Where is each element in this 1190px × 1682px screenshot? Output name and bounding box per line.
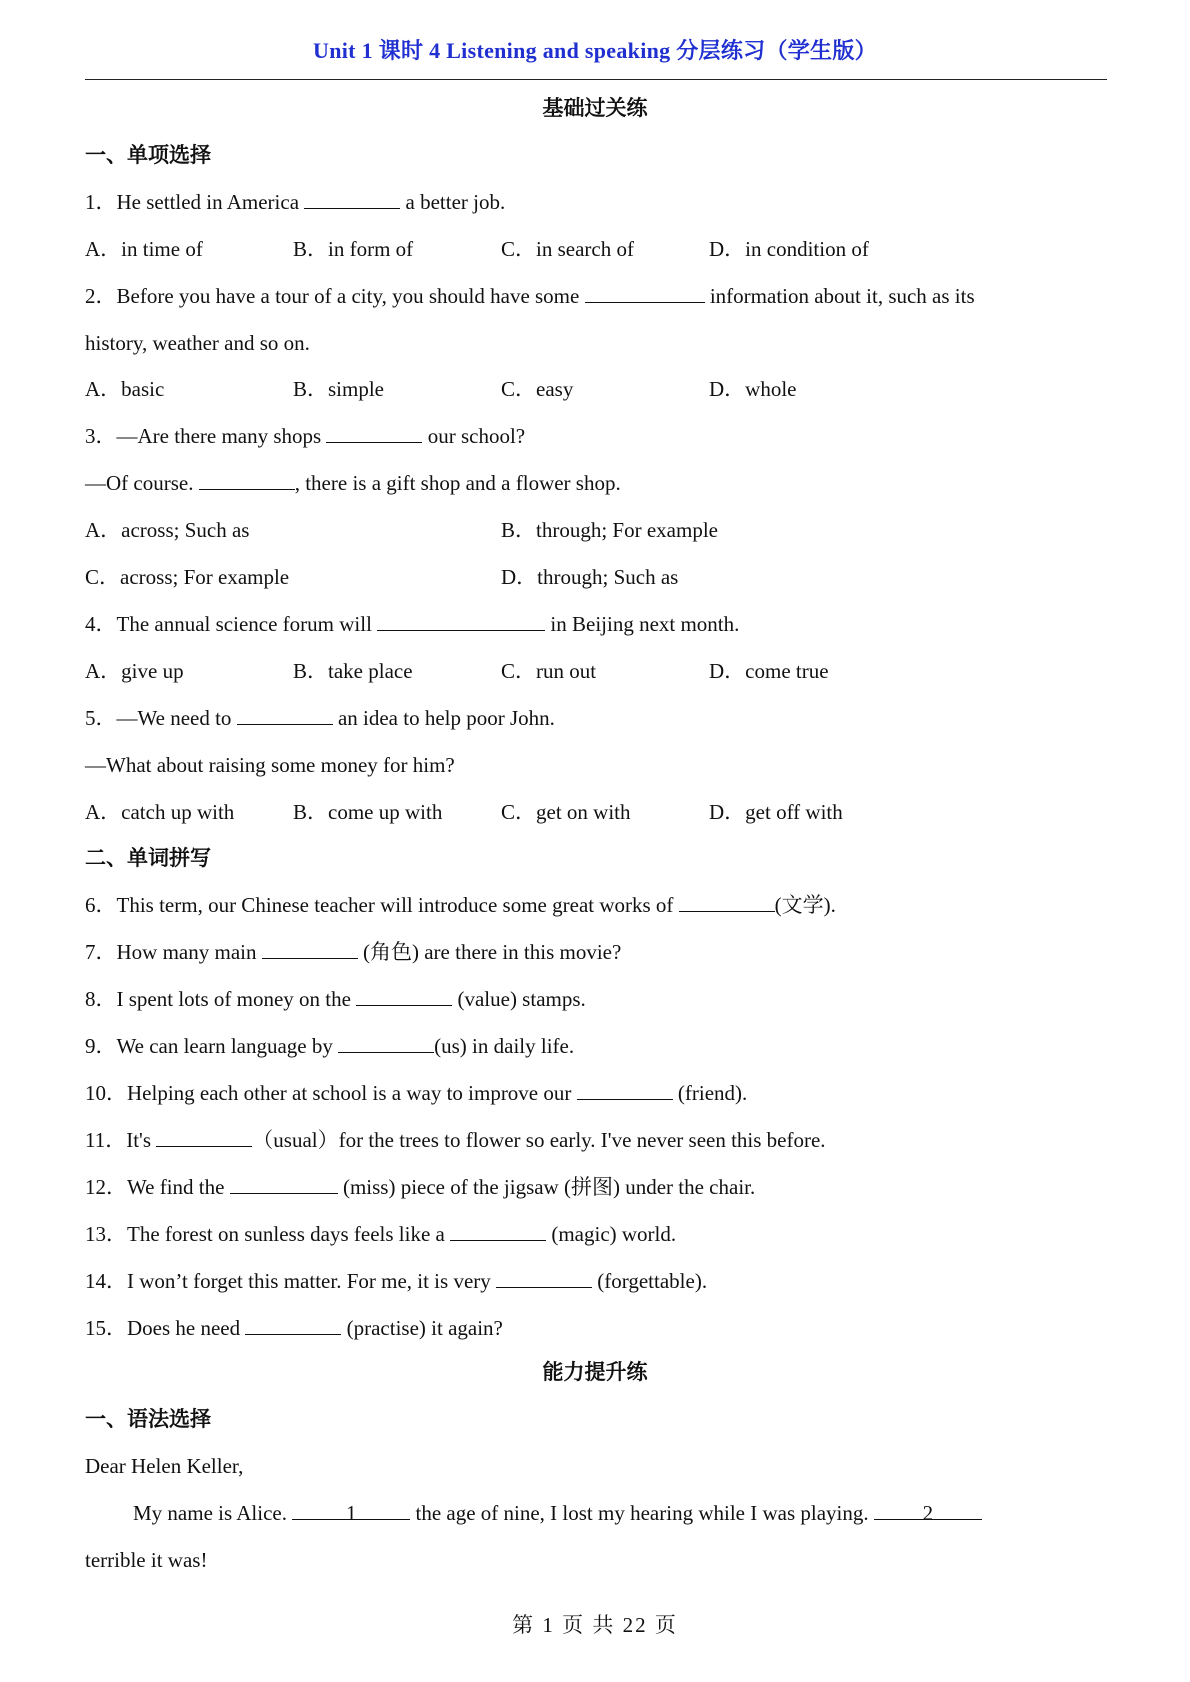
spelling-question-15 xyxy=(85,1314,503,1342)
spelling-text-a: 11．It's xyxy=(85,1128,157,1152)
question-2-line-2: history, weather and so on. xyxy=(85,331,310,355)
answer-blank-2[interactable]: 2 xyxy=(874,1499,982,1520)
option-d[interactable]: D．whole xyxy=(709,377,797,401)
spelling-text-b: (文学). xyxy=(774,893,836,917)
letter-greeting: Dear Helen Keller, xyxy=(85,1454,244,1478)
part-title-spelling: 二、单词拼写 xyxy=(85,846,211,870)
option-b[interactable]: B．through; For example xyxy=(501,518,718,542)
spelling-question-8 xyxy=(85,985,586,1013)
spelling-text-a: 12．We find the xyxy=(85,1175,230,1199)
question-4-text-b: in Beijing next month. xyxy=(545,612,740,636)
spelling-text-b: (forgettable). xyxy=(592,1269,708,1293)
question-2 xyxy=(85,282,975,310)
section-title-basic: 基础过关练 xyxy=(542,96,648,120)
option-c[interactable]: C．run out xyxy=(501,659,597,683)
spelling-text-b: (practise) it again? xyxy=(341,1316,503,1340)
option-b[interactable]: B．in form of xyxy=(293,237,414,261)
spelling-question-11 xyxy=(85,1126,826,1154)
spelling-question-7 xyxy=(85,938,621,966)
spelling-question-14 xyxy=(85,1267,707,1295)
option-a[interactable]: A．in time of xyxy=(85,237,203,261)
spelling-text-a: 14．I won’t forget this matter. For me, it is very xyxy=(85,1269,497,1293)
answer-blank[interactable] xyxy=(585,282,705,303)
option-a[interactable]: A．give up xyxy=(85,659,184,683)
spelling-text-b: （usual）for the trees to flower so early. I've never seen this before. xyxy=(252,1128,826,1152)
spelling-text-a: 9．We can learn language by xyxy=(85,1034,339,1058)
question-1-text-a: 1．He settled in America xyxy=(85,190,305,214)
question-3 xyxy=(85,422,525,450)
spelling-text-a: 6．This term, our Chinese teacher will introduce some great works of xyxy=(85,893,679,917)
spelling-text-a: 15．Does he need xyxy=(85,1316,246,1340)
answer-blank[interactable] xyxy=(304,188,400,209)
answer-blank[interactable] xyxy=(262,938,358,959)
question-3-line-2 xyxy=(85,469,621,497)
spelling-text-a: 10．Helping each other at school is a way to improve our xyxy=(85,1081,577,1105)
document-header-title: Unit 1 课时 4 Listening and speaking 分层练习（学生版） xyxy=(313,38,877,63)
question-3-text-b: our school? xyxy=(422,424,526,448)
spelling-question-10 xyxy=(85,1079,747,1107)
part-title-single-choice: 一、单项选择 xyxy=(85,143,211,167)
spelling-question-6 xyxy=(85,891,836,919)
option-c[interactable]: C．get on with xyxy=(501,800,631,824)
option-a[interactable]: A．basic xyxy=(85,377,165,401)
answer-blank[interactable] xyxy=(338,1032,434,1053)
answer-blank[interactable] xyxy=(230,1173,338,1194)
option-c[interactable]: C．easy xyxy=(501,377,574,401)
question-5-line-2: —What about raising some money for him? xyxy=(85,753,455,777)
question-3-line-2-b: , there is a gift shop and a flower shop. xyxy=(294,471,621,495)
option-b[interactable]: B．come up with xyxy=(293,800,443,824)
answer-blank[interactable] xyxy=(450,1220,546,1241)
option-d[interactable]: D．through; Such as xyxy=(501,565,679,589)
spelling-text-a: 13．The forest on sunless days feels like a xyxy=(85,1222,451,1246)
answer-blank[interactable] xyxy=(245,1314,341,1335)
option-a[interactable]: A．across; Such as xyxy=(85,518,250,542)
question-3-text-a: 3．—Are there many shops xyxy=(85,424,327,448)
question-1-text-b: a better job. xyxy=(400,190,506,214)
spelling-text-a: 7．How many main xyxy=(85,940,262,964)
page-footer: 第 1 页 共 22 页 xyxy=(512,1613,678,1637)
header-divider xyxy=(85,79,1107,80)
spelling-text-b: (friend). xyxy=(672,1081,748,1105)
question-2-text-b: information about it, such as its xyxy=(704,284,975,308)
option-d[interactable]: D．in condition of xyxy=(709,237,869,261)
answer-blank[interactable] xyxy=(679,891,775,912)
question-5-text-a: 5．—We need to xyxy=(85,706,237,730)
answer-blank[interactable] xyxy=(199,469,295,490)
spelling-text-a: 8．I spent lots of money on the xyxy=(85,987,357,1011)
answer-blank[interactable] xyxy=(326,422,422,443)
question-5-text-b: an idea to help poor John. xyxy=(332,706,555,730)
spelling-text-b: (magic) world. xyxy=(546,1222,677,1246)
option-a[interactable]: A．catch up with xyxy=(85,800,235,824)
option-d[interactable]: D．get off with xyxy=(709,800,843,824)
question-4-text-a: 4．The annual science forum will xyxy=(85,612,378,636)
question-1 xyxy=(85,188,505,216)
question-5 xyxy=(85,704,555,732)
spelling-text-b: (value) stamps. xyxy=(452,987,586,1011)
spelling-text-b: (miss) piece of the jigsaw (拼图) under the chair. xyxy=(337,1175,756,1199)
option-b[interactable]: B．take place xyxy=(293,659,413,683)
option-d[interactable]: D．come true xyxy=(709,659,829,683)
spelling-question-12 xyxy=(85,1173,755,1201)
question-3-line-2-a: —Of course. xyxy=(85,471,199,495)
question-4 xyxy=(85,610,739,638)
section-title-advanced: 能力提升练 xyxy=(542,1360,648,1384)
option-c[interactable]: C．in search of xyxy=(501,237,634,261)
answer-blank[interactable] xyxy=(156,1126,252,1147)
spelling-text-b: (角色) are there in this movie? xyxy=(357,940,622,964)
option-b[interactable]: B．simple xyxy=(293,377,385,401)
letter-text-a: My name is Alice. xyxy=(133,1501,293,1525)
option-c[interactable]: C．across; For example xyxy=(85,565,290,589)
part-title-grammar-choice: 一、语法选择 xyxy=(85,1407,211,1431)
answer-blank[interactable] xyxy=(377,610,545,631)
spelling-question-9 xyxy=(85,1032,574,1060)
letter-text-b: the age of nine, I lost my hearing while I was playing. xyxy=(410,1501,874,1525)
answer-blank[interactable] xyxy=(356,985,452,1006)
letter-paragraph-line-2: terrible it was! xyxy=(85,1548,208,1572)
answer-blank[interactable] xyxy=(237,704,333,725)
answer-blank-1[interactable]: 1 xyxy=(292,1499,410,1520)
question-2-text-a: 2．Before you have a tour of a city, you should have some xyxy=(85,284,585,308)
spelling-text-b: (us) in daily life. xyxy=(434,1034,575,1058)
answer-blank[interactable] xyxy=(496,1267,592,1288)
spelling-question-13 xyxy=(85,1220,676,1248)
answer-blank[interactable] xyxy=(577,1079,673,1100)
letter-paragraph-line-1 xyxy=(133,1499,982,1527)
